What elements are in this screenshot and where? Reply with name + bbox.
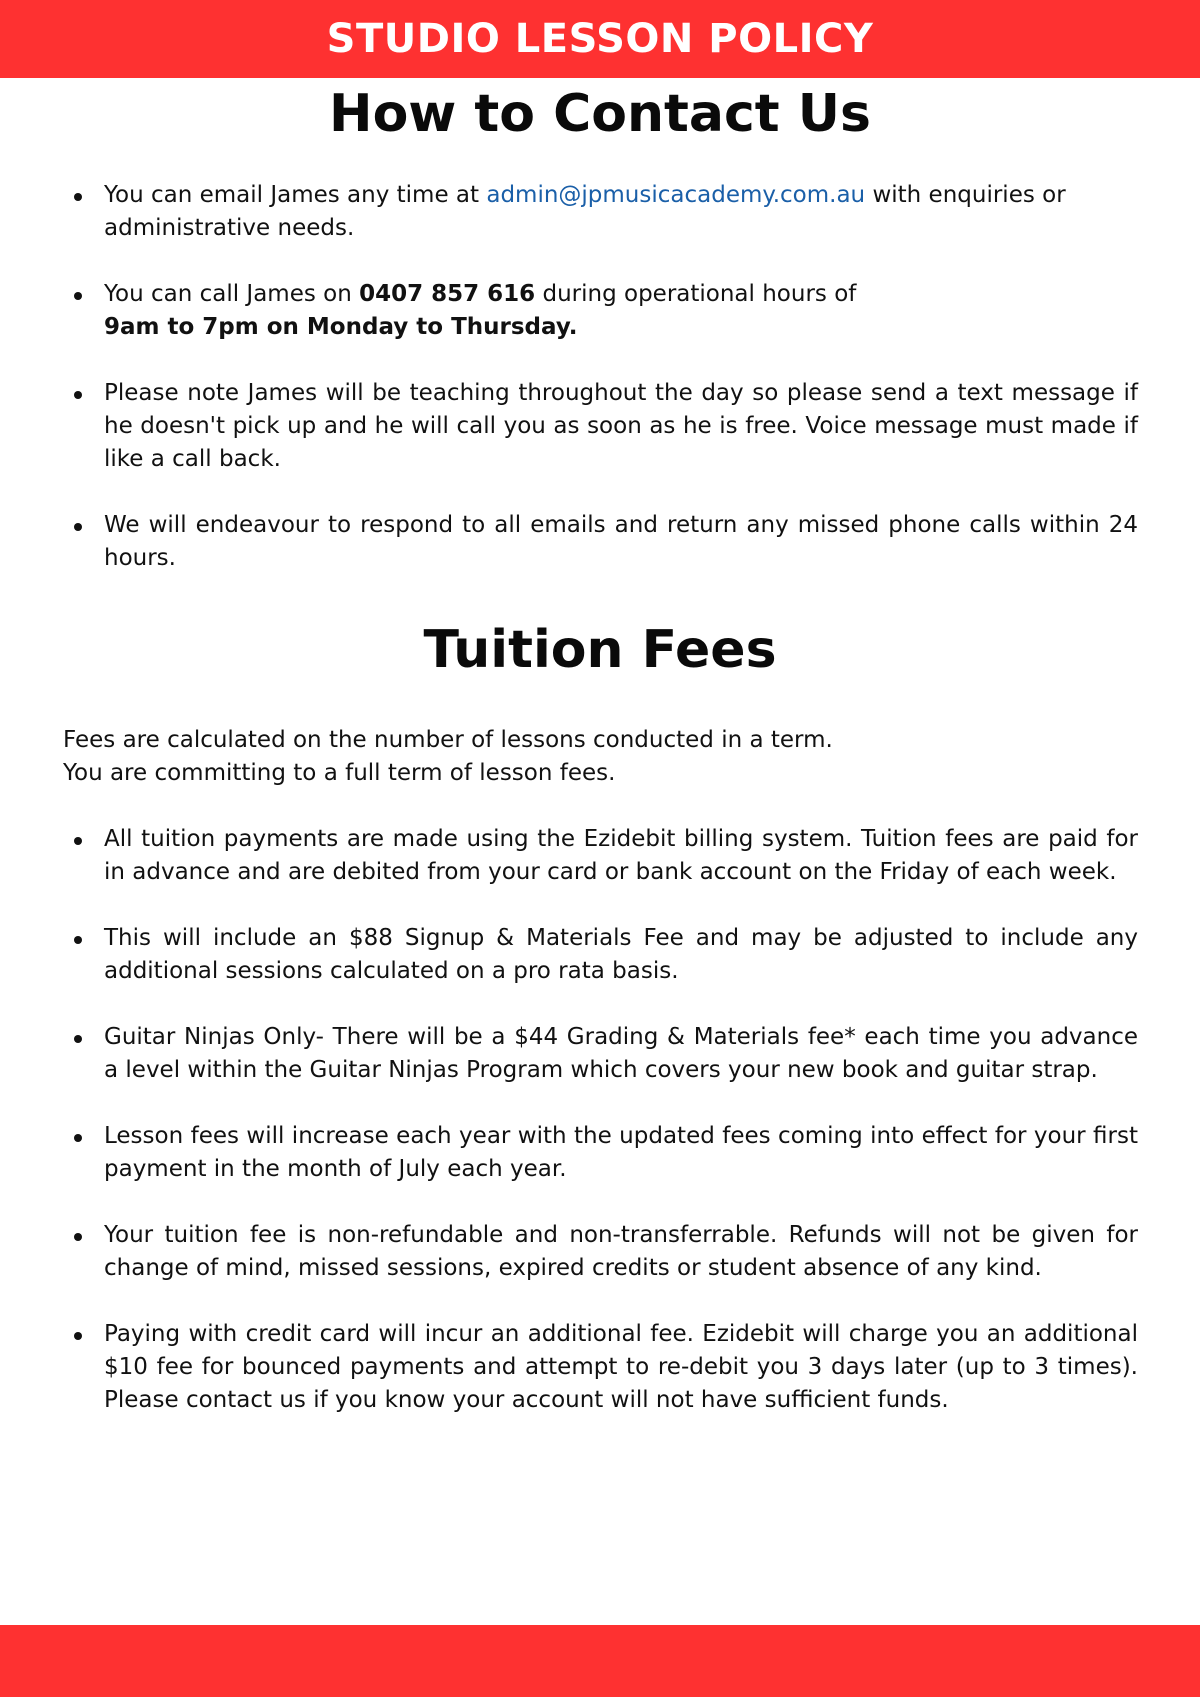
list-item: You can call James on 0407 857 616 during operational hours of 9am to 7pm on Monday to Thursday. (104, 278, 1138, 344)
fees-list (68, 823, 1138, 1450)
fees-intro-line: You are committing to a full term of lesson fees. (63, 760, 616, 786)
fees-intro (63, 724, 1143, 790)
banner-title: STUDIO LESSON POLICY (326, 16, 874, 62)
list-item: Lesson fees will increase each year with the updated fees coming into effect for your first payment in the month of July each year. (104, 1120, 1138, 1186)
fees-heading: Tuition Fees (423, 620, 777, 680)
list-item: This will include an $88 Signup & Materials Fee and may be adjusted to include any additional sessions calculated on a pro rata basis. (104, 922, 1138, 988)
top-banner (0, 0, 1200, 78)
list-item: Paying with credit card will incur an additional fee. Ezidebit will charge you an additional $10 fee for bounced payments and attempt to re-debit you 3 days later (up to 3 times). Please contact us if you know your account will not have sufficient funds. (104, 1318, 1138, 1417)
list-item: Your tuition fee is non-refundable and non-transferrable. Refunds will not be given for change of mind, missed sessions, expired credits or student absence of any kind. (104, 1219, 1138, 1285)
email-link[interactable]: admin@jpmusicacademy.com.au (486, 182, 866, 208)
list-item: You can email James any time at admin@jpmusicacademy.com.au with enquiries or administrative needs. (104, 179, 1138, 245)
list-item: Guitar Ninjas Only- There will be a $44 Grading & Materials fee* each time you advance a level within the Guitar Ninjas Program which covers your new book and guitar strap. (104, 1021, 1138, 1087)
fees-intro-line: Fees are calculated on the number of lessons conducted in a term. (63, 727, 833, 753)
list-item: All tuition payments are made using the Ezidebit billing system. Tuition fees are paid for in advance and are debited from your card or bank account on the Friday of each week. (104, 823, 1138, 889)
bottom-banner (0, 1625, 1200, 1697)
list-item: Please note James will be teaching throughout the day so please send a text message if he doesn't pick up and he will call you as soon as he is free. Voice message must made if like a call back. (104, 377, 1138, 476)
phone-number: 0407 857 616 (359, 281, 536, 307)
contact-heading: How to Contact Us (329, 84, 871, 144)
contact-list (68, 179, 1138, 608)
list-item: We will endeavour to respond to all emails and return any missed phone calls within 24 hours. (104, 509, 1138, 575)
operating-hours: 9am to 7pm on Monday to Thursday. (104, 314, 578, 340)
